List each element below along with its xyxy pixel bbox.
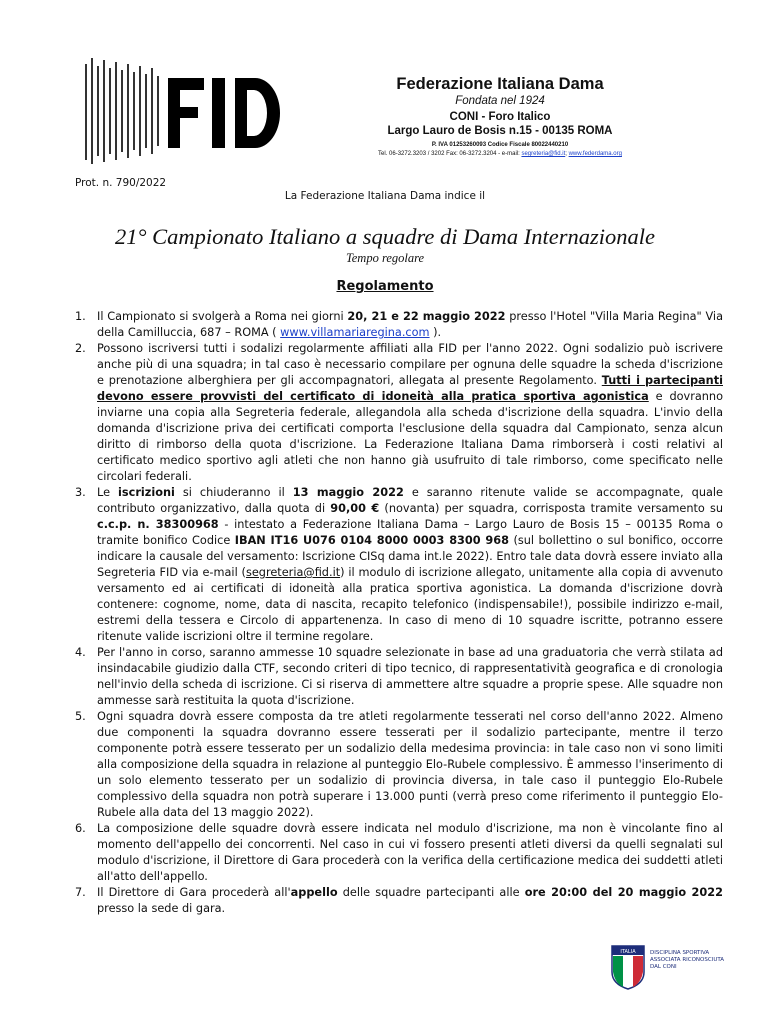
- rule-text: La composizione delle squadre dovrà essere indicata nel modulo d'iscrizione, ma non è vincolante fino al momento dell'appello dei concorrenti. Nel caso in cui vi fossero presenti atleti diversi da quelli segnalati sul modulo d'iscrizione, il Direttore di Gara procederà con la verifica della certificazione medica dei suddetti atleti all'atto dell'appello.: [97, 822, 723, 883]
- rule-roll-call-time: ore 20:00 del 20 maggio 2022: [524, 886, 724, 899]
- seal-text: [650, 950, 724, 971]
- rule-text: ).: [429, 326, 442, 339]
- rule-number: 2.: [75, 342, 86, 355]
- contacts-separator: ;: [565, 151, 569, 157]
- rule-text: presso l'Hotel "Villa Maria Regina" Via della Camilluccia, 687 – ROMA (: [97, 310, 723, 339]
- rule-item: [75, 341, 723, 485]
- email-link[interactable]: segreteria@fid.it: [521, 151, 566, 157]
- founded-line: Fondata nel 1924: [455, 95, 545, 107]
- rule-text: - intestato a Federazione Italiana Dama – Largo Lauro de Bosis 15 – 00135 Roma o tramite bonifico Codice: [97, 518, 723, 547]
- seal-text-line: DISCIPLINA SPORTIVA: [650, 950, 710, 956]
- contacts-text: Tel. 06-3272.3203 / 3202 Fax: 06-3272.3204 - e-mail:: [378, 151, 522, 157]
- rule-item: [75, 309, 723, 341]
- rule-number: 5.: [75, 710, 86, 723]
- rule-number: 1.: [75, 310, 86, 323]
- place-line: CONI - Foro Italico: [449, 111, 551, 123]
- document-title: 21° Campionato Italiano a squadre di Dama Internazionale: [114, 224, 656, 249]
- hotel-website-link[interactable]: www.villamariaregina.com: [280, 326, 430, 339]
- rule-text: e dovranno inviarne una copia alla Segreteria federale, allegandola alla scheda d'iscrizione della squadra. L'invio della domanda d'iscrizione priva dei certificati comporta l'esclusione della squadra dal Campionato, senza alcun diritto di rimborso della quota d'iscrizione. La Federazione Italiana Dama rimborserà i costi relativi al certificato medico sportivo agli atleti che non hanno già usufruito di tale rimborso, come specificato nelle circolari federali.: [97, 390, 724, 483]
- rule-text: e saranno ritenute valide se accompagnate, quale contributo organizzativo, dalla quota di: [97, 486, 723, 515]
- rule-text: Ogni squadra dovrà essere composta da tre atleti regolarmente tesserati nel corso dell'anno 2022. Almeno due componenti la squadra dovranno essere tesserati per il sodalizio partecipante, mentre il terzo componente potrà essere tesserato per un sodalizio della medesima provincia: in tale caso non vi sono limiti alla composizione della squadra in relazione al punteggio Elo-Rubele complessivo. È ammesso l'inserimento di un solo elemento tesserato per un sodalizio di provincia diversa, in tale caso il punteggio Elo-Rubele complessivo della squadra non potrà superare i 13.000 punti (verrà preso come riferimento il punteggio Elo-Rubele alla data del 13 maggio 2022).: [97, 710, 723, 819]
- rule-item: [75, 709, 723, 821]
- rule-text: Per l'anno in corso, saranno ammesse 10 squadre selezionate in base ad una graduatoria che verrà stilata ad insindacabile giudizio dalla CTF, secondo criteri di tipo tecnico, di rappresentatività geografica e di cronologia nell'invio della scheda di iscrizione. Ci si riserva di ammettere altre squadre a proprie spese. Alle squadre non ammesse sarà restituita la quota d'iscrizione.: [97, 646, 723, 707]
- seal-text-line: DAL CONI: [650, 964, 677, 970]
- org-name: Federazione Italiana Dama: [396, 75, 604, 93]
- rule-text: (sul bollettino o sul bonifico, occorre indicare la causale del versamento: Iscrizione CISq dama int.le 2022). Entro tale data dovrà essere inviato alla Segreteria FID via e-mail (: [97, 534, 723, 579]
- seal-text-line: ASSOCIATA RICONOSCIUTA: [650, 957, 725, 963]
- rule-text: Le: [97, 486, 119, 499]
- rule-number: 6.: [75, 822, 86, 835]
- rule-certificate-requirement: Tutti i partecipanti devono essere provvisti del certificato di idoneità alla pratica sportiva agonistica: [97, 374, 723, 403]
- fid-logo: [82, 56, 282, 166]
- fiscal-line: P. IVA 01253260093 Codice Fiscale 80022440210: [431, 142, 569, 148]
- rule-text: si chiuderanno il: [174, 486, 293, 499]
- shield-label: ITALIA: [620, 949, 636, 955]
- rules-list: [75, 309, 723, 917]
- secretariat-email-link[interactable]: segreteria@fid.it: [245, 566, 341, 579]
- address-line: Largo Lauro de Bosis n.15 - 00135 ROMA: [387, 125, 613, 137]
- rule-text: delle squadre partecipanti alle: [337, 886, 525, 899]
- rule-postal-account: c.c.p. n. 38300968: [97, 518, 219, 531]
- rule-emphasis: appello: [290, 886, 338, 899]
- rule-number: 7.: [75, 886, 86, 899]
- rule-item: [75, 645, 723, 709]
- coni-recognition-logo: [610, 944, 740, 994]
- rule-item: [75, 485, 723, 645]
- rule-text: presso la sede di gara.: [97, 902, 226, 915]
- rule-text: ) il modulo di iscrizione allegato, unitamente alla copia di avvenuto versamento ed ai certificati di idoneità alla pratica sportiva agonistica. La domanda d'iscrizione dovrà contenere: cognome, nome, data di nascita, recapito telefonico (indispensabile!), possibile indirizzo e-mail, estremi della tessera e Circolo di appartenenza. In caso di meno di 10 squadre iscritte, potranno essere ritenute valide iscrizioni oltre il termine regolare.: [97, 566, 723, 643]
- section-heading: Regolamento: [336, 279, 434, 294]
- fid-logo-graphic: [82, 56, 282, 166]
- rule-item: [75, 821, 723, 885]
- protocol-number: Prot. n. 790/2022: [75, 177, 167, 189]
- intro-text: La Federazione Italiana Dama indice il: [284, 190, 486, 202]
- rule-emphasis: iscrizioni: [118, 486, 175, 499]
- rule-deadline: 13 maggio 2022: [292, 486, 404, 499]
- rule-fee: 90,00 €: [330, 502, 380, 515]
- rule-text: Il Direttore di Gara procederà all': [97, 886, 291, 899]
- rule-item: [75, 885, 723, 917]
- contacts-line: [330, 150, 670, 159]
- letterhead: [330, 74, 670, 159]
- italia-shield-icon: [610, 944, 646, 990]
- website-link[interactable]: www.federdama.org: [568, 151, 622, 157]
- rule-iban: IBAN IT16 U076 0104 8000 0003 8300 968: [234, 534, 509, 547]
- rule-text: (novanta) per squadra, corrisposta tramite versamento su: [379, 502, 724, 515]
- rule-number: 4.: [75, 646, 86, 659]
- document-subtitle: Tempo regolare: [345, 251, 425, 265]
- rule-number: 3.: [75, 486, 86, 499]
- rule-text: Possono iscriversi tutti i sodalizi regolarmente affiliati alla FID per l'anno 2022. Ogni sodalizio può iscrivere anche più di una squadra; in tal caso è necessario compilare per ognuna delle squadre la scheda d'iscrizione e prenotazione alberghiera per gli accompagnatori, allegata al presente Regolamento.: [97, 342, 723, 387]
- rule-dates: 20, 21 e 22 maggio 2022: [347, 310, 506, 323]
- rule-text: Il Campionato si svolgerà a Roma nei giorni: [97, 310, 348, 323]
